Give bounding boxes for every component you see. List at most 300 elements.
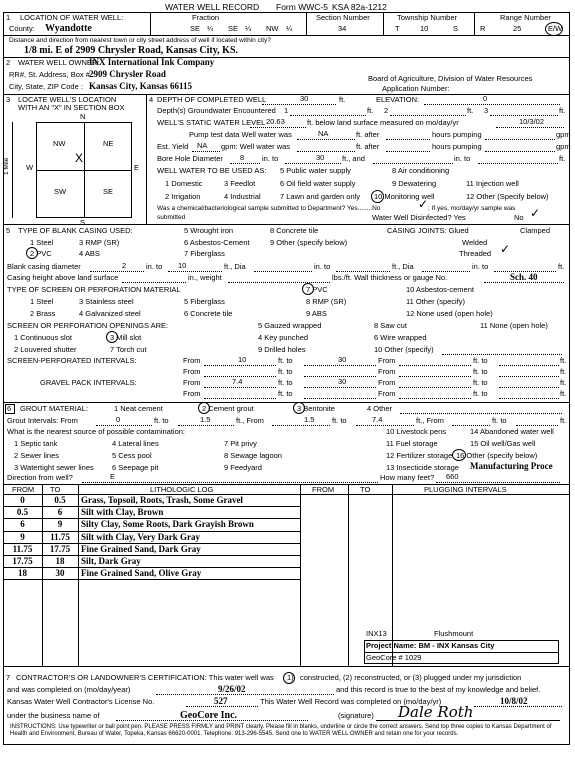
divider bbox=[12, 122, 13, 218]
screen-8[interactable]: 8 RMP (SR) bbox=[306, 297, 347, 306]
compass-w: W bbox=[26, 163, 34, 172]
opening-5[interactable]: 5 Gauzed wrapped bbox=[258, 321, 322, 330]
screen-7[interactable]: 7 PVC bbox=[306, 285, 328, 294]
compass-e: E bbox=[134, 163, 140, 172]
source-4[interactable]: 4 Lateral lines bbox=[112, 439, 159, 448]
completed-label: and was completed on (mo/day/year) bbox=[7, 685, 131, 694]
bore-to-value[interactable]: 30 bbox=[316, 153, 325, 162]
use-8[interactable]: 8 Air conditioning bbox=[392, 166, 450, 175]
grout-1[interactable]: 1 Neat cement bbox=[114, 404, 163, 413]
range-value[interactable]: 25 bbox=[513, 24, 522, 33]
opening-8[interactable]: 8 Saw cut bbox=[374, 321, 407, 330]
instructions-text: INSTRUCTIONS: Use typewriter or ball point pen. PLEASE PRESS FIRMLY and PRINT clearly. Please fill in blanks, underline or circle the correct answers. Send top three copies to Kansas Department of Health and Environment, Bureau of Water, Topeka, Kansas 66620-0001. Telephone: 913-296-5545. Send one to WATER WELL OWNER and retain one for your records. bbox=[10, 724, 552, 738]
grout-4[interactable]: 4 Other bbox=[367, 404, 393, 413]
casing-8[interactable]: 8 Concrete tile bbox=[270, 226, 319, 235]
plug-from-header: FROM bbox=[312, 485, 335, 494]
perf-from-label-2: From bbox=[378, 356, 396, 365]
gravel-to-label-3: ft. to bbox=[278, 389, 293, 398]
casing-5[interactable]: 5 Wrought iron bbox=[184, 226, 234, 235]
in-weight: in., weight bbox=[188, 273, 222, 282]
well-location-x: X bbox=[75, 151, 84, 165]
hours-pumping-2: hours pumping bbox=[432, 142, 482, 151]
yield-value[interactable]: NA bbox=[197, 141, 208, 150]
static-label: WELL'S STATIC WATER LEVEL bbox=[157, 118, 266, 127]
chem-text-2: ; If yes, mo/day/yr sample was bbox=[428, 205, 516, 212]
rule bbox=[400, 413, 562, 414]
log-cell-desc[interactable]: Silt with Clay, Very Dark Gray bbox=[81, 531, 201, 542]
source-3[interactable]: 3 Watertight sewer lines bbox=[14, 463, 94, 472]
city-value[interactable]: Kansas City, Kansas 66115 bbox=[89, 81, 193, 91]
use-7[interactable]: 7 Lawn and garden only bbox=[280, 192, 361, 201]
grid-ne: NE bbox=[103, 139, 114, 148]
rule bbox=[399, 376, 471, 377]
gravel-to-1[interactable]: 30 bbox=[338, 377, 347, 386]
rule bbox=[336, 271, 390, 272]
grout-label: GROUT MATERIAL: bbox=[20, 404, 89, 413]
bore-value[interactable]: 8 bbox=[240, 153, 245, 162]
grout-to-2[interactable]: 7.4 bbox=[372, 415, 383, 424]
log-cell-desc[interactable]: Grass, Topsoil, Roots, Trash, Some Gravel bbox=[81, 495, 243, 505]
welded-label: Welded bbox=[462, 238, 488, 247]
s3-title-2: WITH AN "X" IN SECTION BOX bbox=[18, 103, 125, 112]
gravel-label: GRAVEL PACK INTERVALS: bbox=[40, 378, 137, 387]
source-15[interactable]: 15 Oil well/Gas well bbox=[470, 439, 536, 448]
screen-12[interactable]: 12 None used (open hole) bbox=[406, 309, 493, 318]
opening-1[interactable]: 1 Continuous slot bbox=[14, 333, 72, 342]
source-12[interactable]: 12 Fertilizer storage bbox=[386, 451, 453, 460]
gpm-1: gpm bbox=[556, 130, 571, 139]
screen-label: TYPE OF SCREEN OR PERFORATION MATERIAL bbox=[7, 285, 181, 294]
divider bbox=[300, 484, 301, 666]
log-cell-from[interactable]: 17.75 bbox=[12, 556, 33, 566]
log-cell-desc[interactable]: Fine Grained Sand, Dark Gray bbox=[81, 543, 201, 554]
compass-s: S bbox=[80, 218, 86, 227]
log-cell-from[interactable]: 18 bbox=[18, 568, 27, 579]
casing-in-to-3: in. to bbox=[472, 262, 489, 271]
rule bbox=[297, 151, 355, 152]
table-row bbox=[3, 519, 300, 531]
table-row bbox=[3, 568, 300, 580]
signature-value[interactable]: Dale Roth bbox=[398, 703, 474, 721]
township-value[interactable]: 10 bbox=[420, 24, 429, 33]
table-row bbox=[3, 532, 300, 544]
table-row bbox=[3, 556, 300, 568]
howmany-label: How many feet? bbox=[380, 473, 435, 482]
rule bbox=[290, 115, 366, 116]
log-cell-desc[interactable]: Silt with Clay, Brown bbox=[81, 507, 164, 518]
ft-9: ft. bbox=[560, 378, 567, 387]
address-value[interactable]: 2909 Chrysler Road bbox=[89, 69, 166, 79]
rule bbox=[204, 387, 276, 388]
rule bbox=[386, 151, 430, 152]
opening-2[interactable]: 2 Louvered shutter bbox=[14, 345, 77, 354]
rule bbox=[386, 139, 430, 140]
distance-value[interactable]: 1/8 mi. E of 2909 Chrysler Road, Kansas City, KS. bbox=[24, 45, 238, 56]
source-16[interactable]: 16 Other (specify below) bbox=[456, 451, 538, 460]
hours-pumping-1: hours pumping bbox=[432, 130, 482, 139]
county-value[interactable]: Wyandotte bbox=[45, 23, 92, 34]
pump-text: Pump test data Well water was bbox=[189, 130, 292, 139]
ft-1: ft. bbox=[339, 95, 346, 104]
gravel-from-label-4: From bbox=[378, 389, 396, 398]
s4-num: 4 bbox=[149, 95, 154, 104]
fraction-3[interactable]: NW bbox=[266, 24, 279, 33]
form-number: Form WWC-5 bbox=[276, 2, 328, 12]
casing-diam-label: Blank casing diameter bbox=[7, 262, 81, 271]
log-cell-to[interactable]: 17.75 bbox=[49, 543, 71, 554]
log-cell-to[interactable]: 18 bbox=[55, 556, 65, 566]
gravel-from-1[interactable]: 7.4 bbox=[232, 377, 243, 386]
opening-6[interactable]: 4 Key punched bbox=[258, 333, 309, 342]
threaded-check[interactable]: ✓ bbox=[500, 242, 511, 256]
grout-ft-to-2: ft. to bbox=[332, 416, 347, 425]
rule bbox=[36, 170, 132, 171]
fraction-label: Fraction bbox=[192, 13, 220, 22]
ft-3: ft. bbox=[467, 106, 474, 115]
log-cell-from[interactable]: 0 bbox=[20, 495, 25, 505]
casing-3[interactable]: 3 RMP (SR) bbox=[79, 238, 120, 247]
source-5[interactable]: 5 Cess pool bbox=[112, 451, 152, 460]
log-cell-from[interactable]: 6 bbox=[20, 519, 25, 530]
use-1[interactable]: 1 Domestic bbox=[165, 179, 203, 188]
rule bbox=[90, 271, 144, 272]
use-5[interactable]: 5 Public water supply bbox=[280, 166, 351, 175]
perf-to-label-2: ft. to bbox=[473, 356, 488, 365]
rule bbox=[356, 425, 414, 426]
ft-after-2: ft. after bbox=[356, 142, 380, 151]
rule bbox=[3, 402, 570, 403]
use-4[interactable]: 4 Industrial bbox=[224, 192, 261, 201]
depth-value[interactable]: 30 bbox=[300, 94, 309, 103]
rule bbox=[272, 425, 330, 426]
source-14[interactable]: 14 Abandoned water well bbox=[470, 427, 554, 436]
static-text: ft. below land surface measured on mo/day/yr bbox=[307, 118, 459, 127]
township-t: T bbox=[395, 24, 400, 33]
ft-6: ft. bbox=[558, 262, 565, 271]
rule bbox=[82, 482, 378, 483]
source-16-circle bbox=[452, 449, 466, 461]
bore-in-to: in. to bbox=[262, 154, 279, 163]
rule bbox=[485, 151, 555, 152]
perf-to-label-1: ft. to bbox=[278, 356, 293, 365]
source-1[interactable]: 1 Septic tank bbox=[14, 439, 58, 448]
use-2[interactable]: 2 Irrigation bbox=[165, 192, 201, 201]
submitted-label: submitted bbox=[157, 214, 186, 221]
rule bbox=[192, 151, 220, 152]
casing-7[interactable]: 7 Fiberglass bbox=[184, 249, 225, 258]
opening-3[interactable]: 3 Mill slot bbox=[110, 333, 142, 342]
gravel-from-label-2: From bbox=[378, 378, 396, 387]
table-row bbox=[3, 507, 300, 519]
record-date[interactable]: 10/8/02 bbox=[500, 696, 528, 706]
s7-num: 7 bbox=[6, 673, 11, 682]
section-label: Section Number bbox=[316, 13, 370, 22]
screen-9[interactable]: 9 ABS bbox=[306, 309, 327, 318]
rule bbox=[122, 282, 186, 283]
grid-sw: SW bbox=[54, 187, 67, 196]
use-10-circle bbox=[371, 190, 384, 203]
divider bbox=[392, 484, 393, 666]
ksa-number: KSA 82a-1212 bbox=[332, 2, 387, 12]
opening-7[interactable]: 9 Drilled holes bbox=[258, 345, 306, 354]
bore-label: Bore Hole Diameter bbox=[157, 154, 223, 163]
casing-diam-value[interactable]: 2 bbox=[122, 261, 127, 270]
ft-5: ft. bbox=[559, 154, 566, 163]
yield-label: Est. Yield bbox=[157, 142, 189, 151]
ft-11: ft. bbox=[560, 416, 567, 425]
mile-label: 1 Mile bbox=[3, 157, 10, 175]
log-lith-header: LITHOLOGIC LOG bbox=[150, 485, 214, 494]
log-to-header: TO bbox=[50, 485, 61, 494]
rule bbox=[285, 163, 341, 164]
perf-from-1[interactable]: 10 bbox=[238, 355, 247, 364]
gauge-value[interactable]: Sch. 40 bbox=[510, 272, 538, 282]
screen-1[interactable]: 1 Steel bbox=[30, 297, 54, 306]
chem-no-check[interactable]: ✓ bbox=[418, 197, 429, 211]
source-8[interactable]: 8 Sewage lagoon bbox=[224, 451, 282, 460]
plug-to-header: TO bbox=[360, 485, 371, 494]
rule bbox=[304, 387, 376, 388]
divider bbox=[474, 12, 475, 35]
gravel-from-label-3: From bbox=[183, 389, 201, 398]
screen-10[interactable]: 10 Asbestos-cement bbox=[406, 285, 474, 294]
grout-to-1[interactable]: 1.5 bbox=[200, 415, 211, 424]
cert-text-1: CONTRACTOR'S OR LANDOWNER'S CERTIFICATION: This water well was bbox=[16, 673, 274, 682]
grid-se: SE bbox=[103, 187, 114, 196]
business-value[interactable]: GeoCore Inc. bbox=[180, 710, 238, 721]
disinfected-label: Water Well Disinfected? Yes bbox=[372, 213, 466, 222]
ft-7: ft. bbox=[560, 356, 567, 365]
opening-11[interactable]: 11 None (open hole) bbox=[480, 321, 548, 330]
owner-value[interactable]: INX International Ink Company bbox=[89, 57, 215, 67]
lbs-label: lbs./ft. Wall thickness or gauge No. bbox=[332, 273, 448, 282]
static-date[interactable]: 10/3/02 bbox=[519, 117, 545, 126]
ft-and: ft., and bbox=[342, 154, 365, 163]
gw-1: 1 bbox=[284, 106, 289, 115]
elevation-value[interactable]: 0 bbox=[483, 94, 488, 103]
pump-value[interactable]: NA bbox=[318, 129, 329, 138]
grout-ft-to-1: ft. to bbox=[154, 416, 169, 425]
static-value[interactable]: 20.63 bbox=[266, 117, 285, 126]
screen-2[interactable]: 2 Brass bbox=[30, 309, 56, 318]
joints-label: CASING JOINTS: Glued bbox=[387, 226, 469, 235]
source-9[interactable]: 9 Feedyard bbox=[224, 463, 262, 472]
grout-intervals-label: Grout Intervals: From bbox=[7, 416, 78, 425]
disinfected-no: No bbox=[514, 213, 524, 222]
rule bbox=[485, 139, 555, 140]
screen-4[interactable]: 4 Galvanized steel bbox=[79, 309, 141, 318]
rule bbox=[297, 139, 355, 140]
rule bbox=[499, 387, 559, 388]
casing-9[interactable]: 9 Other (specify below) bbox=[270, 238, 348, 247]
perf-to-1[interactable]: 30 bbox=[338, 355, 347, 364]
divider bbox=[306, 12, 307, 35]
grout-3[interactable]: 3 Bentonite bbox=[297, 404, 335, 413]
opening-9[interactable]: 6 Wire wrapped bbox=[374, 333, 427, 342]
rule bbox=[373, 163, 453, 164]
direction-value[interactable]: E bbox=[110, 472, 116, 481]
use-3[interactable]: 3 Feedlot bbox=[224, 179, 256, 188]
source-13[interactable]: 13 Insecticide storage bbox=[386, 463, 459, 472]
rule bbox=[254, 271, 312, 272]
groundwater-label: Depth(s) Groundwater Encountered bbox=[157, 106, 276, 115]
perf-from-label-4: From bbox=[378, 367, 396, 376]
rule bbox=[3, 224, 570, 225]
plug-header: PLUGGING INTERVALS bbox=[424, 485, 507, 494]
source-2[interactable]: 2 Sewer lines bbox=[14, 451, 60, 460]
grid-nw: NW bbox=[53, 139, 66, 148]
rule bbox=[204, 365, 276, 366]
rule bbox=[452, 425, 490, 426]
screen-11[interactable]: 11 Other (specify) bbox=[406, 297, 466, 306]
cert-text-2: constructed, (2) reconstructed, or (3) plugged under my jurisdiction bbox=[300, 673, 522, 682]
use-6[interactable]: 6 Oil field water supply bbox=[280, 179, 356, 188]
opening-4[interactable]: 7 Torch cut bbox=[110, 345, 147, 354]
rule bbox=[250, 127, 306, 128]
grout-2[interactable]: 2 Cement grout bbox=[202, 404, 254, 413]
rule bbox=[262, 104, 336, 105]
use-9[interactable]: 9 Dewatering bbox=[392, 179, 437, 188]
range-dir[interactable]: E/W bbox=[548, 24, 563, 33]
fraction-2[interactable]: SE bbox=[228, 24, 239, 33]
opening-10[interactable]: 10 Other (specify) bbox=[374, 345, 434, 354]
log-cell-desc[interactable]: Silty Clay, Some Roots, Dark Grayish Brown bbox=[81, 519, 254, 530]
grout-from-2[interactable]: 1.5 bbox=[304, 415, 315, 424]
screen-6[interactable]: 6 Concrete tile bbox=[184, 309, 233, 318]
table-row bbox=[3, 544, 300, 556]
ft-8: ft. bbox=[560, 367, 567, 376]
yield-gpm: gpm: Well water was bbox=[221, 142, 291, 151]
rule bbox=[399, 365, 471, 366]
threaded-label: Threaded bbox=[459, 249, 492, 258]
casing-diam-to[interactable]: 10 bbox=[178, 261, 187, 270]
section-value[interactable]: 34 bbox=[338, 24, 347, 33]
compass-n: N bbox=[80, 112, 86, 121]
elevation-label: ELEVATION: bbox=[376, 95, 420, 104]
rule bbox=[390, 115, 466, 116]
screen-3[interactable]: 3 Stainless steel bbox=[79, 297, 134, 306]
grout-ft-to-3: ft. to bbox=[492, 416, 507, 425]
rule bbox=[478, 163, 558, 164]
openings-label: SCREEN OR PERFORATION OPENINGS ARE: bbox=[7, 321, 169, 330]
rule bbox=[499, 376, 559, 377]
log-cell-to[interactable]: 0.5 bbox=[54, 495, 66, 505]
rule bbox=[304, 365, 376, 366]
perf-from-label-3: From bbox=[183, 367, 201, 376]
rule bbox=[3, 666, 570, 667]
s3-title-1: LOCATE WELL'S LOCATION bbox=[18, 95, 117, 104]
rule bbox=[422, 271, 470, 272]
source-6[interactable]: 6 Seepage pit bbox=[112, 463, 159, 472]
address-label: RR#, St. Address, Box # : bbox=[9, 70, 95, 79]
rule bbox=[499, 398, 559, 399]
quarter-1: ¼ bbox=[207, 24, 214, 33]
log-cell-desc[interactable]: Silt, Dark Gray bbox=[81, 556, 141, 566]
rule bbox=[228, 282, 330, 283]
flushmount-label: Flushmount bbox=[434, 629, 474, 638]
rule bbox=[516, 425, 558, 426]
log-cell-to[interactable]: 11.75 bbox=[50, 531, 70, 542]
use-label: WELL WATER TO BE USED AS: bbox=[157, 166, 267, 175]
casing-height-label: Casing height above land surface bbox=[7, 273, 119, 282]
rule bbox=[424, 104, 560, 105]
gravel-to-label-2: ft. to bbox=[473, 378, 488, 387]
source-other-value[interactable]: Manufacturing Proce bbox=[470, 461, 553, 471]
source-10[interactable]: 10 Livestock pens bbox=[386, 427, 447, 436]
license-value[interactable]: 527 bbox=[214, 696, 228, 706]
quarter-3: ¼ bbox=[286, 24, 293, 33]
geocore-number: GeoCore # 1029 bbox=[366, 653, 422, 662]
rule bbox=[178, 425, 234, 426]
opening-3-circle bbox=[106, 331, 118, 343]
gpm-2: gpm bbox=[556, 142, 571, 151]
divider bbox=[348, 484, 349, 666]
screen-5[interactable]: 5 Fiberglass bbox=[184, 297, 225, 306]
constructed-num: 1) bbox=[287, 673, 294, 682]
ft-dia-2: ft., Dia bbox=[392, 262, 414, 271]
log-cell-from[interactable]: 11.75 bbox=[12, 543, 33, 554]
signature-label: (signature) bbox=[338, 711, 374, 720]
perf-from-label-1: From bbox=[183, 356, 201, 365]
range-dir-circle bbox=[545, 22, 563, 36]
range-r: R bbox=[480, 24, 486, 33]
howmany-value[interactable]: 660 bbox=[446, 472, 459, 481]
log-cell-to[interactable]: 9 bbox=[57, 519, 63, 530]
casing-6[interactable]: 6 Asbestos-Cement bbox=[184, 238, 250, 247]
fraction-1[interactable]: SE bbox=[190, 24, 201, 33]
ft-10: ft. bbox=[560, 389, 567, 398]
log-cell-to[interactable]: 6 bbox=[57, 507, 63, 518]
grout-ft-from: ft., From bbox=[236, 416, 264, 425]
s2-title: WATER WELL OWNER: bbox=[18, 58, 100, 67]
rule bbox=[490, 115, 558, 116]
board-label: Board of Agriculture, Division of Water Resources bbox=[368, 74, 533, 83]
s3-num: 3 bbox=[6, 95, 11, 104]
source-11[interactable]: 11 Fuel storage bbox=[386, 439, 438, 448]
completed-date[interactable]: 9/26/02 bbox=[218, 684, 246, 694]
use-10[interactable]: 10 Monitoring well bbox=[374, 192, 435, 201]
gravel-to-label-4: ft. to bbox=[473, 389, 488, 398]
casing-type-label: TYPE OF BLANK CASING USED: bbox=[18, 226, 133, 235]
form-title: WATER WELL RECORD bbox=[165, 2, 260, 12]
source-7[interactable]: 7 Pit privy bbox=[224, 439, 257, 448]
log-cell-to[interactable]: 30 bbox=[55, 568, 65, 579]
rule bbox=[96, 425, 152, 426]
use-11[interactable]: 11 Injection well bbox=[466, 179, 519, 188]
well-id: INX13 bbox=[366, 629, 387, 638]
casing-2[interactable]: 2 PVC bbox=[30, 249, 52, 258]
casing-4[interactable]: 4 ABS bbox=[79, 249, 100, 258]
rule bbox=[168, 271, 222, 272]
disinfected-no-check[interactable]: ✓ bbox=[530, 206, 541, 220]
rule bbox=[496, 127, 564, 128]
log-cell-from[interactable]: 0.5 bbox=[16, 507, 29, 518]
divider bbox=[146, 94, 147, 224]
grout-from-1[interactable]: 0 bbox=[116, 415, 121, 424]
grout-2-circle bbox=[198, 402, 210, 414]
direction-label: Direction from well? bbox=[7, 473, 73, 482]
casing-1[interactable]: 1 Steel bbox=[30, 238, 54, 247]
use-12[interactable]: 12 Other (Specify below) bbox=[466, 192, 549, 201]
casing-2-circle bbox=[26, 247, 38, 259]
township-label: Township Number bbox=[397, 13, 458, 22]
perf-to-label-4: ft. to bbox=[473, 367, 488, 376]
gw-2: 2 bbox=[384, 106, 389, 115]
log-cell-from[interactable]: 9 bbox=[20, 531, 25, 542]
rule bbox=[399, 387, 471, 388]
log-cell-desc[interactable]: Fine Grained Sand, Olive Gray bbox=[81, 568, 202, 579]
city-label: City, State, ZIP Code : bbox=[9, 82, 83, 91]
